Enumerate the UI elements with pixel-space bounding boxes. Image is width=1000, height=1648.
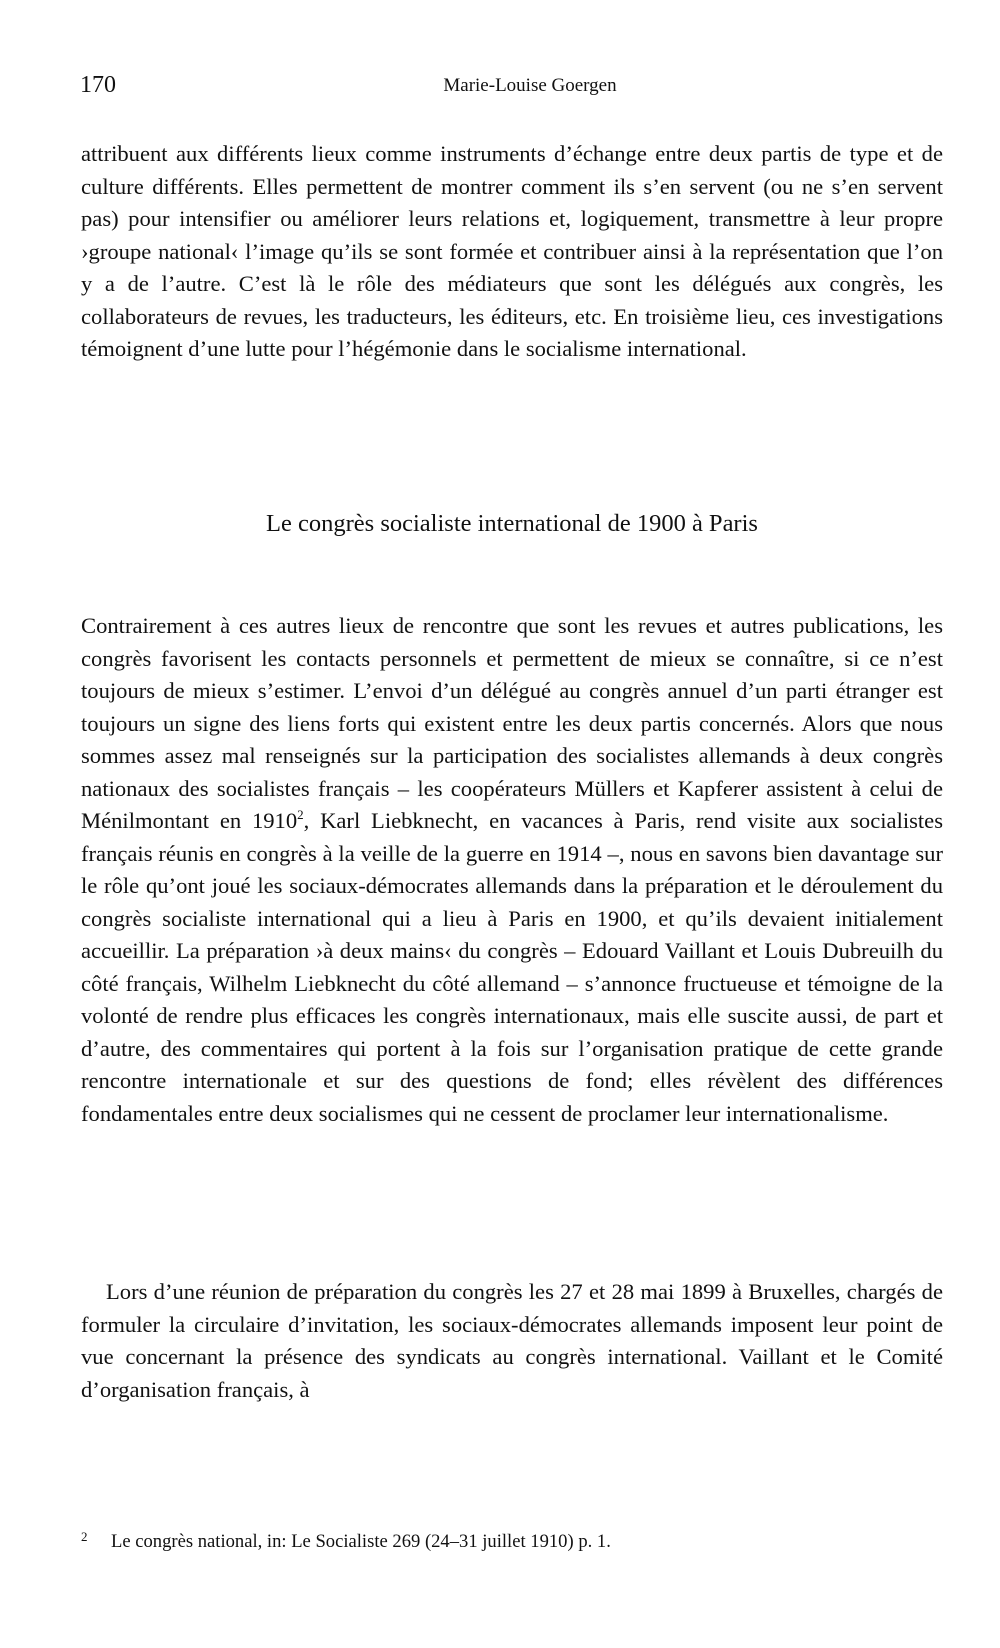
footnote-number: 2 [81,1529,88,1544]
paragraph-2-text-end: , Karl Liebknecht, en vacances à Paris, rend visite aux socialistes français réunis en congrès à la veille de la guerre en 1914 –, nous en savons bien davantage sur le rôle qu’ont joué les sociaux-démocrates allemands dans la préparation et le déroulement du congrès socialiste international qui a lieu à Paris en 1900, et qu’ils devaient initialement accueillir. La préparation ›à deux mains‹ du congrès – Edouard Vaillant et Louis Dubreuilh du côté français, Wilhelm Liebknecht du côté allemand – s’annonce fructueuse et témoigne de la volonté de rendre plus efficaces les congrès internationaux, mais elle suscite aussi, de part et d’autre, des commentaires qui portent à la fois sur l’organisation pratique de cette grande rencontre internationale et sur des questions de fond; elles révèlent des différences fondamentales entre deux socialismes qui ne cessent de proclamer leur internationalisme. [81,808,944,1126]
section-heading: Le congrès socialiste international de 1900 à Paris [266,510,758,537]
body-paragraph-1: attribuent aux différents lieux comme instruments d’échange entre deux partis de type et de culture différents. Elles permettent de montrer comment ils s’en servent (ou ne s’en servent pas) pour intensifier ou améliorer leurs relations et, logiquement, transmettre à leur propre ›groupe national‹ l’image qu’ils se sont formée et contribuer ainsi à la représentation que l’on y a de l’autre. C’est là le rôle des médiateurs que sont les délégués aux congrès, les collaborateurs de revues, les traducteurs, les éditeurs, etc. En troisième lieu, ces investigations témoignent d’une lutte pour l’hégémonie dans le socialisme international. [81,141,943,361]
footnote-text: Le congrès national, in: Le Socialiste 269 (24–31 juillet 1910) p. 1. [111,1531,611,1552]
page-number: 170 [80,72,116,98]
paragraph-2-text-start: Contrairement à ces autres lieux de rencontre que sont les revues et autres publications, les congrès favorisent les contacts personnels et permettent de mieux se connaître, si ce n’est toujours de mieux s’estimer. L’envoi d’un délégué au congrès annuel d’un parti étranger est toujours un signe des liens forts qui existent entre les deux partis concernés. Alors que nous sommes assez mal renseignés sur la participation des socialistes allemands à deux congrès nationaux des socialistes français – les coopérateurs Müllers et Kapferer assistent à celui de Ménilmontant en 1910 [81,613,943,833]
footnote-reference[interactable]: 2 [297,807,304,822]
footnote [81,1524,943,1555]
running-title: Marie-Louise Goergen [443,75,617,96]
body-paragraph-2 [81,610,943,1130]
body-paragraph-3: Lors d’une réunion de préparation du congrès les 27 et 28 mai 1899 à Bruxelles, chargés de formuler la circulaire d’invitation, les sociaux-démocrates allemands imposent leur point de vue concernant la présence des syndicats au congrès international. Vaillant et le Comité d’organisation français, à [81,1279,943,1402]
running-header [80,70,940,100]
